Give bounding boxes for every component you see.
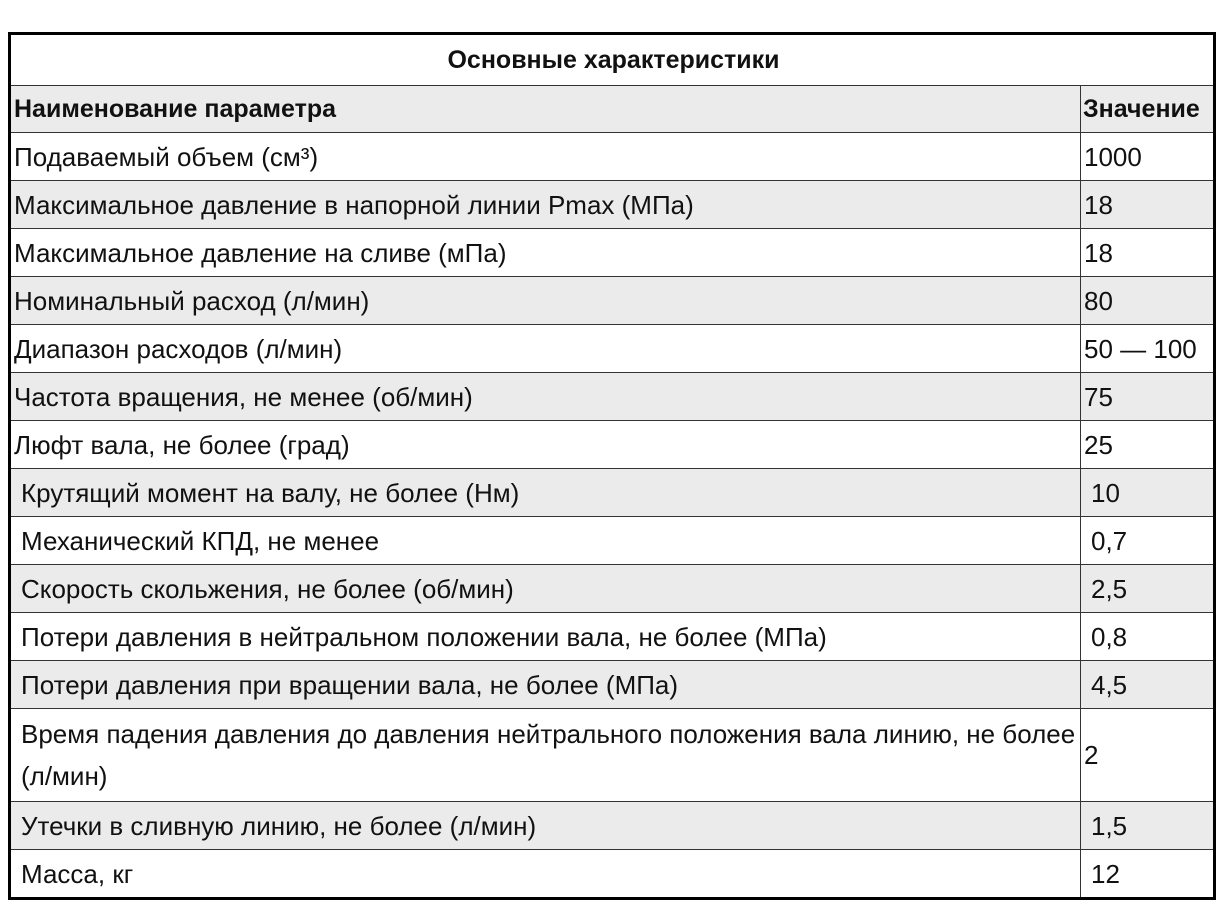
parameter-value: 2: [1081, 709, 1215, 802]
table-row: [10, 802, 1215, 850]
specifications-table: [8, 32, 1216, 900]
table-row: [10, 517, 1215, 565]
parameter-value: 4,5: [1081, 661, 1215, 709]
table-row: [10, 229, 1215, 277]
table-row: [10, 181, 1215, 229]
table-row: [10, 133, 1215, 181]
parameter-value: 18: [1081, 181, 1215, 229]
parameter-value: 25: [1081, 421, 1215, 469]
parameter-value: 0,7: [1081, 517, 1215, 565]
table-row: [10, 373, 1215, 421]
table-row: [10, 469, 1215, 517]
table-row: [10, 277, 1215, 325]
parameter-name: Потери давления при вращении вала, не более (МПа): [10, 661, 1081, 709]
table-row: [10, 421, 1215, 469]
parameter-value: 2,5: [1081, 565, 1215, 613]
parameter-value: 18: [1081, 229, 1215, 277]
parameter-name: Частота вращения, не менее (об/мин): [10, 373, 1081, 421]
parameter-name: Масса, кг: [10, 850, 1081, 899]
parameter-value: 75: [1081, 373, 1215, 421]
parameter-name: Утечки в сливную линию, не более (л/мин): [10, 802, 1081, 850]
parameter-name: Время падения давления до давления нейтрального положения вала линию, не более (л/мин): [10, 709, 1081, 802]
parameter-name: Люфт вала, не более (град): [10, 421, 1081, 469]
parameter-name: Механический КПД, не менее: [10, 517, 1081, 565]
column-header-value: Значение: [1081, 86, 1215, 133]
column-header-parameter: Наименование параметра: [10, 86, 1081, 133]
parameter-value: 0,8: [1081, 613, 1215, 661]
table-title-row: [10, 34, 1215, 86]
table-title: Основные характеристики: [10, 34, 1215, 86]
parameter-value: 1000: [1081, 133, 1215, 181]
table-row: [10, 325, 1215, 373]
parameter-name: Скорость скольжения, не более (об/мин): [10, 565, 1081, 613]
parameter-name: Максимальное давление в напорной линии Pmax (МПа): [10, 181, 1081, 229]
table-row: [10, 565, 1215, 613]
parameter-value: 12: [1081, 850, 1215, 899]
parameter-value: 50 — 100: [1081, 325, 1215, 373]
table-row: [10, 709, 1215, 802]
parameter-name: Диапазон расходов (л/мин): [10, 325, 1081, 373]
table-row: [10, 661, 1215, 709]
parameter-name: Номинальный расход (л/мин): [10, 277, 1081, 325]
table-header-row: [10, 86, 1215, 133]
parameter-name: Потери давления в нейтральном положении вала, не более (МПа): [10, 613, 1081, 661]
parameter-name: Подаваемый объем (см³): [10, 133, 1081, 181]
parameter-value: 1,5: [1081, 802, 1215, 850]
parameter-value: 10: [1081, 469, 1215, 517]
parameter-name: Крутящий момент на валу, не более (Нм): [10, 469, 1081, 517]
parameter-name: Максимальное давление на сливе (мПа): [10, 229, 1081, 277]
parameter-value: 80: [1081, 277, 1215, 325]
table-row: [10, 850, 1215, 899]
table-row: [10, 613, 1215, 661]
